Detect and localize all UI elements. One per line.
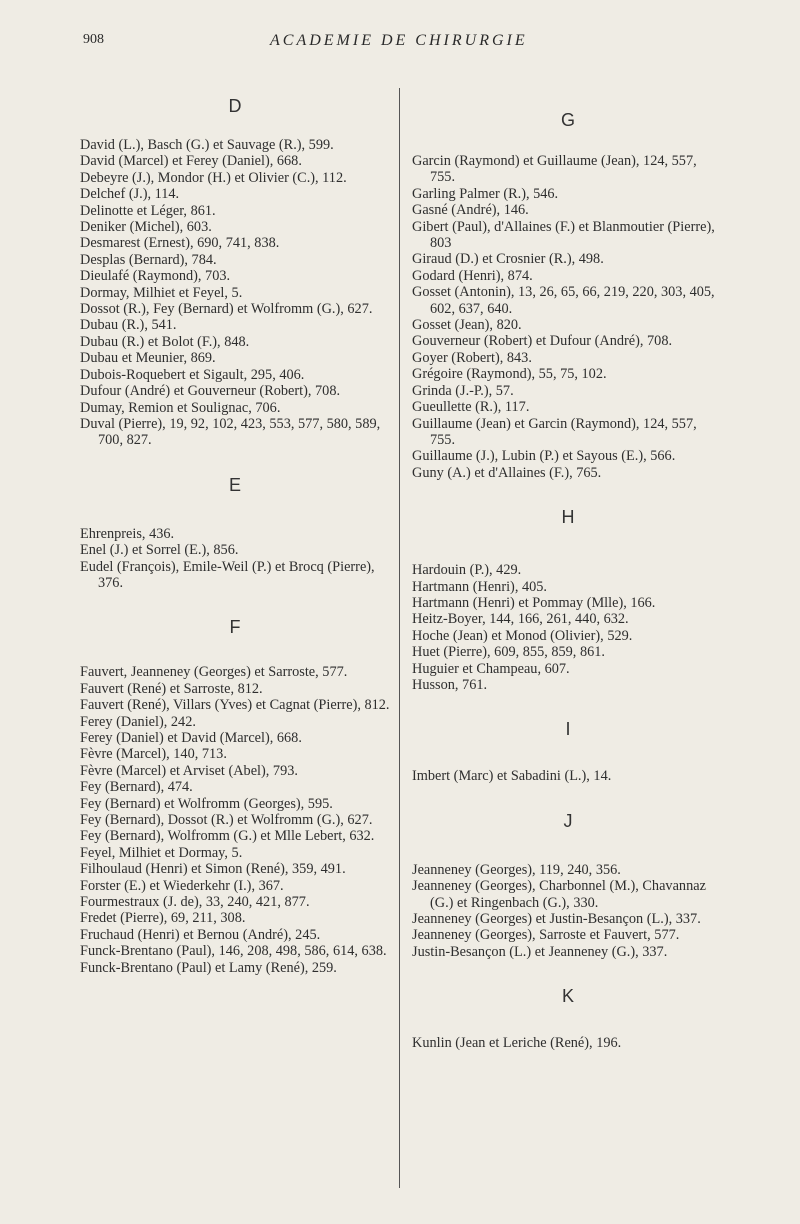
index-entry: Godard (Henri), 874. [412,267,533,284]
index-entry: Gibert (Paul), d'Allaines (F.) et Blanmoutier (Pierre), 803 [412,218,715,252]
index-entry: Guny (A.) et d'Allaines (F.), 765. [412,464,602,481]
index-entry: Ferey (Daniel), 242. [80,713,196,730]
index-entry: Jeanneney (Georges), Sarroste et Fauvert, 577. [412,927,680,944]
section-letter-d: D [228,96,242,116]
index-entry: Forster (E.) et Wiederkehr (I.), 367. [80,877,284,894]
index-entry: Desplas (Bernard), 784. [80,251,217,268]
index-entry: Fey (Bernard) et Wolfromm (Georges), 595. [80,795,333,812]
index-entry: Hartmann (Henri) et Pommay (Mlle), 166. [412,594,656,611]
section-letter-e: E [228,474,241,495]
index-entry: Fèvre (Marcel) et Arviset (Abel), 793. [80,762,298,779]
index-entry: Gosset (Jean), 820. [412,317,522,334]
index-entry: Justin-Besançon (L.) et Jeanneney (G.), 337. [412,943,668,960]
index-entry: Giraud (D.) et Crosnier (R.), 498. [412,251,604,268]
index-entry: Husson, 761. [412,676,488,693]
index-entry: Duval (Pierre), 19, 92, 102, 423, 553, 577, 580, 589, 700, 827. [80,415,381,449]
index-entry: Fruchaud (Henri) et Bernou (André), 245. [80,926,321,943]
index-entry: Garcin (Raymond) et Guillaume (Jean), 124, 557, 755. [412,153,697,186]
index-entry: Guillaume (Jean) et Garcin (Raymond), 124, 557, 755. [412,415,697,448]
section-letter-g: G [560,110,575,130]
index-entry: Jeanneney (Georges), 119, 240, 356. [412,861,621,878]
index-entry: Fauvert, Jeanneney (Georges) et Sarroste, 577. [80,664,348,681]
index-entry: Ferey (Daniel) et David (Marcel), 668. [80,729,302,746]
section-letter-h: H [561,507,575,528]
index-entry: David (Marcel) et Ferey (Daniel), 668. [80,153,302,170]
index-entry: Jeanneney (Georges) et Justin-Besançon (L.), 337. [412,911,701,927]
section-letter-j: J [563,810,573,831]
index-entry: Funck-Brentano (Paul), 146, 208, 498, 586, 614, 638. [80,943,387,960]
index-entry: Gueullette (R.), 117. [412,399,530,416]
index-entry: Heitz-Boyer, 144, 166, 261, 440, 632. [412,611,629,628]
index-entry: Dubau (R.) et Bolot (F.), 848. [80,333,250,350]
index-entry: Eudel (François), Emile-Weil (P.) et Brocq (Pierre), 376. [80,558,375,591]
index-entry: Desmarest (Ernest), 690, 741, 838. [80,235,280,252]
index-entry: Fèvre (Marcel), 140, 713. [80,746,227,763]
index-entry: Dubau et Meunier, 869. [80,350,216,367]
column-divider [399,88,400,1188]
index-entry: Fauvert (René), Villars (Yves) et Cagnat (Pierre), 812. [80,697,390,714]
index-entry: Dubau (R.), 541. [80,317,177,334]
index-entry: Hartmann (Henri), 405. [412,578,547,595]
index-entry: Debeyre (J.), Mondor (H.) et Olivier (C.), 112. [80,169,347,186]
index-entry: Dieulafé (Raymond), 703. [80,268,231,285]
index-entry: Delinotte et Léger, 861. [80,202,216,219]
index-entry: Funck-Brentano (Paul) et Lamy (René), 259. [80,959,337,976]
index-entry: Dufour (André) et Gouverneur (Robert), 708. [80,383,341,400]
index-entry: Dormay, Milhiet et Feyel, 5. [80,284,243,301]
index-entry: Huguier et Champeau, 607. [412,660,570,677]
section-letter-f: F [229,617,241,638]
index-entry: Garling Palmer (R.), 546. [412,185,559,202]
index-entry: Ehrenpreis, 436. [80,525,175,542]
index-entry: Fey (Bernard), Wolfromm (G.) et Mlle Lebert, 632. [80,828,375,845]
section-letter-i: I [565,719,571,740]
index-entry: Goyer (Robert), 843. [412,349,532,366]
right-column [412,80,724,1052]
index-entry: Dumay, Remion et Soulignac, 706. [80,399,281,416]
index-entry: Grinda (J.-P.), 57. [412,382,514,399]
index-entry: Grégoire (Raymond), 55, 75, 102. [412,366,607,383]
left-column [80,80,390,976]
running-title: ACADEMIE DE CHIRURGIE [270,32,528,49]
index-entry: Dossot (R.), Fey (Bernard) et Wolfromm (G.), 627. [80,301,373,318]
index-entry: Fey (Bernard), 474. [80,779,193,796]
index-entry: Gasné (André), 146. [412,202,529,219]
index-entry: Gouverneur (Robert) et Dufour (André), 708. [412,333,673,350]
index-entry: Huet (Pierre), 609, 855, 859, 861. [412,644,605,661]
index-entry: Deniker (Michel), 603. [80,219,212,236]
index-entry: Hardouin (P.), 429. [412,562,522,579]
section-letter-k: K [561,986,574,1007]
index-entry: Kunlin (Jean et Leriche (René), 196. [412,1035,622,1052]
index-entry: Feyel, Milhiet et Dormay, 5. [80,844,243,861]
index-entry: David (L.), Basch (G.) et Sauvage (R.), 599. [80,137,334,153]
index-entry: Guillaume (J.), Lubin (P.) et Sayous (E.), 566. [412,448,676,465]
index-entry: Gosset (Antonin), 13, 26, 65, 66, 219, 220, 303, 405, 602, 637, 640. [412,284,715,317]
index-entry: Dubois-Roquebert et Sigault, 295, 406. [80,366,305,383]
index-entry: Imbert (Marc) et Sabadini (L.), 14. [412,768,612,785]
index-entry: Fey (Bernard), Dossot (R.) et Wolfromm (G.), 627. [80,812,373,828]
index-entry: Filhoulaud (Henri) et Simon (René), 359, 491. [80,861,346,878]
index-entry: Fourmestraux (J. de), 33, 240, 421, 877. [80,894,310,911]
index-entry: Jeanneney (Georges), Charbonnel (M.), Chavannaz (G.) et Ringenbach (G.), 330. [412,878,706,911]
page-number: 908 [83,32,104,47]
index-entry: Fredet (Pierre), 69, 211, 308. [80,910,246,927]
index-entry: Hoche (Jean) et Monod (Olivier), 529. [412,627,633,644]
index-entry: Enel (J.) et Sorrel (E.), 856. [80,542,239,559]
index-entry: Delchef (J.), 114. [80,186,180,203]
index-entry: Fauvert (René) et Sarroste, 812. [80,680,263,697]
